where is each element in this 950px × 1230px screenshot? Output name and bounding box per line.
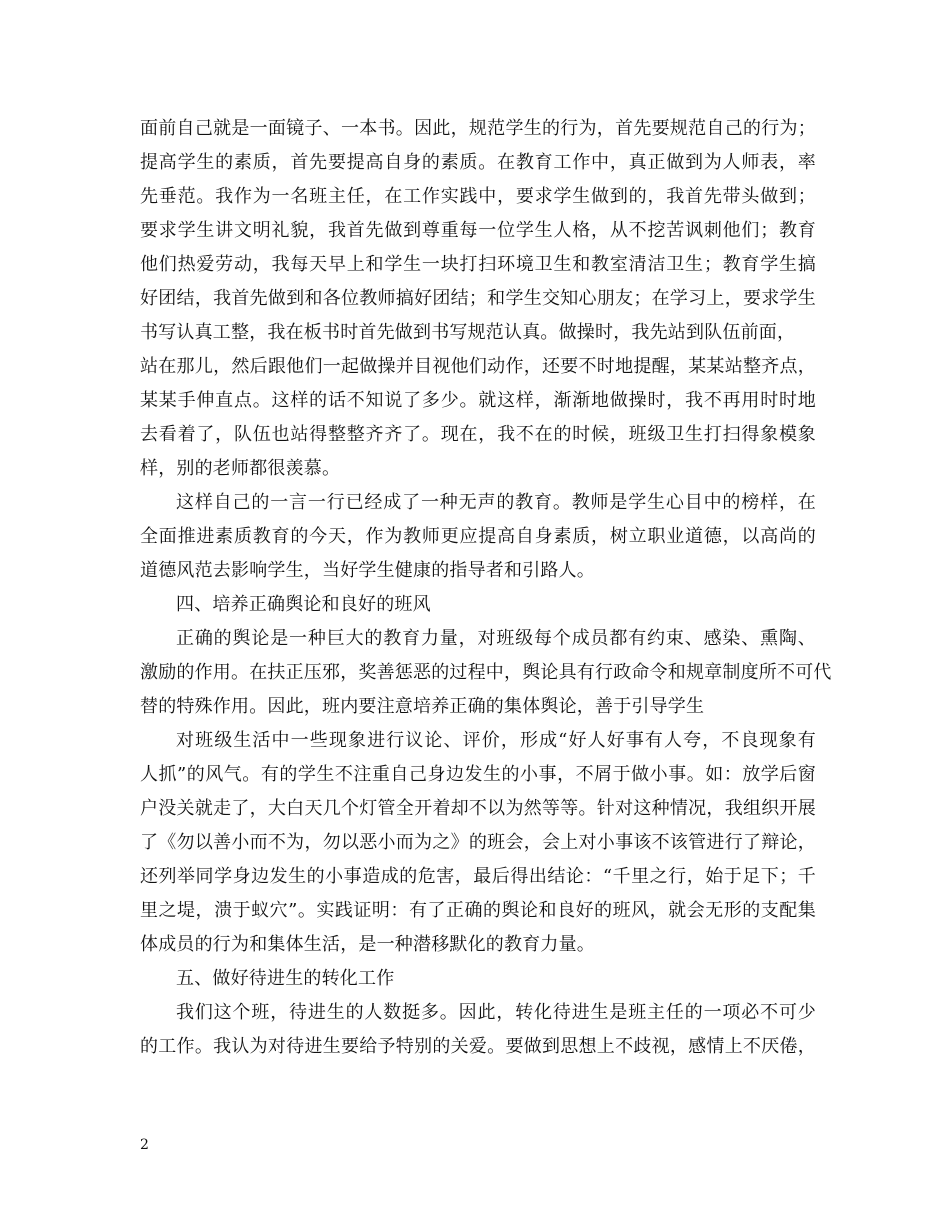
text-line: 体成员的行为和集体生活，是一种潜移默化的教育力量。 (140, 934, 595, 955)
text-line: 户没关就走了，大白天几个灯管全开着却不以为然等等。针对这种情况，我组织开展 (140, 798, 816, 819)
text-line: 好团结，我首先做到和各位教师搞好团结；和学生交知心朋友；在学习上，要求学生 (140, 288, 816, 309)
text-line: 面前自己就是一面镜子、一本书。因此，规范学生的行为，首先要规范自己的行为； (140, 118, 816, 139)
text-line: 他们热爱劳动，我每天早上和学生一块打扫环境卫生和教室清洁卫生；教育学生搞 (140, 254, 816, 275)
text-line: 还列举同学身边发生的小事造成的危害，最后得出结论：“千里之行，始于足下；千 (140, 866, 816, 887)
text-line: 里之堤，溃于蚁穴”。实践证明：有了正确的舆论和良好的班风，就会无形的支配集 (140, 900, 816, 921)
page-number: 2 (140, 1137, 149, 1153)
text-line: 了《勿以善小而不为，勿以恶小而为之》的班会，会上对小事该不该管进行了辩论， (140, 832, 816, 853)
text-line: 人抓”的风气。有的学生不注重自己身边发生的小事，不屑于做小事。如：放学后窗 (140, 764, 816, 785)
text-line: 要求学生讲文明礼貌，我首先做到尊重每一位学生人格，从不挖苦讽刺他们；教育 (140, 220, 816, 241)
text-line: 去看着了，队伍也站得整整齐齐了。现在，我不在的时候，班级卫生打扫得象模象 (140, 424, 816, 445)
text-line: 对班级生活中一些现象进行议论、评价，形成“好人好事有人夸，不良现象有 (176, 730, 816, 751)
text-line: 我们这个班，待进生的人数挺多。因此，转化待进生是班主任的一项必不可少 (176, 1002, 816, 1023)
text-line: 激励的作用。在扶正压邪，奖善惩恶的过程中，舆论具有行政命令和规章制度所不可代 (140, 662, 832, 683)
text-line: 四、培养正确舆论和良好的班风 (176, 594, 431, 615)
document-body (140, 112, 832, 1064)
text-line: 道德风范去影响学生，当好学生健康的指导者和引路人。 (140, 560, 595, 581)
text-line: 书写认真工整，我在板书时首先做到书写规范认真。做操时，我先站到队伍前面， (140, 322, 796, 343)
text-line: 某某手伸直点。这样的话不知说了多少。就这样，渐渐地做操时，我不再用时时地 (140, 390, 816, 411)
text-line: 五、做好待进生的转化工作 (176, 968, 395, 989)
text-line: 站在那儿，然后跟他们一起做操并目视他们动作，还要不时地提醒，某某站整齐点， (140, 356, 816, 377)
text-line: 这样自己的一言一行已经成了一种无声的教育。教师是学生心目中的榜样，在 (176, 492, 816, 513)
text-line: 的工作。我认为对待进生要给予特别的关爱。要做到思想上不歧视，感情上不厌倦， (140, 1036, 816, 1057)
text-line: 样，别的老师都很羡慕。 (140, 458, 341, 479)
text-line: 先垂范。我作为一名班主任，在工作实践中，要求学生做到的，我首先带头做到； (140, 186, 816, 207)
text-line: 提高学生的素质，首先要提高自身的素质。在教育工作中，真正做到为人师表，率 (140, 152, 816, 173)
text-line: 全面推进素质教育的今天，作为教师更应提高自身素质，树立职业道德，以高尚的 (140, 526, 816, 547)
text-line: 替的特殊作用。因此，班内要注意培养正确的集体舆论，善于引导学生 (140, 696, 705, 717)
text-line: 正确的舆论是一种巨大的教育力量，对班级每个成员都有约束、感染、熏陶、 (176, 628, 816, 649)
